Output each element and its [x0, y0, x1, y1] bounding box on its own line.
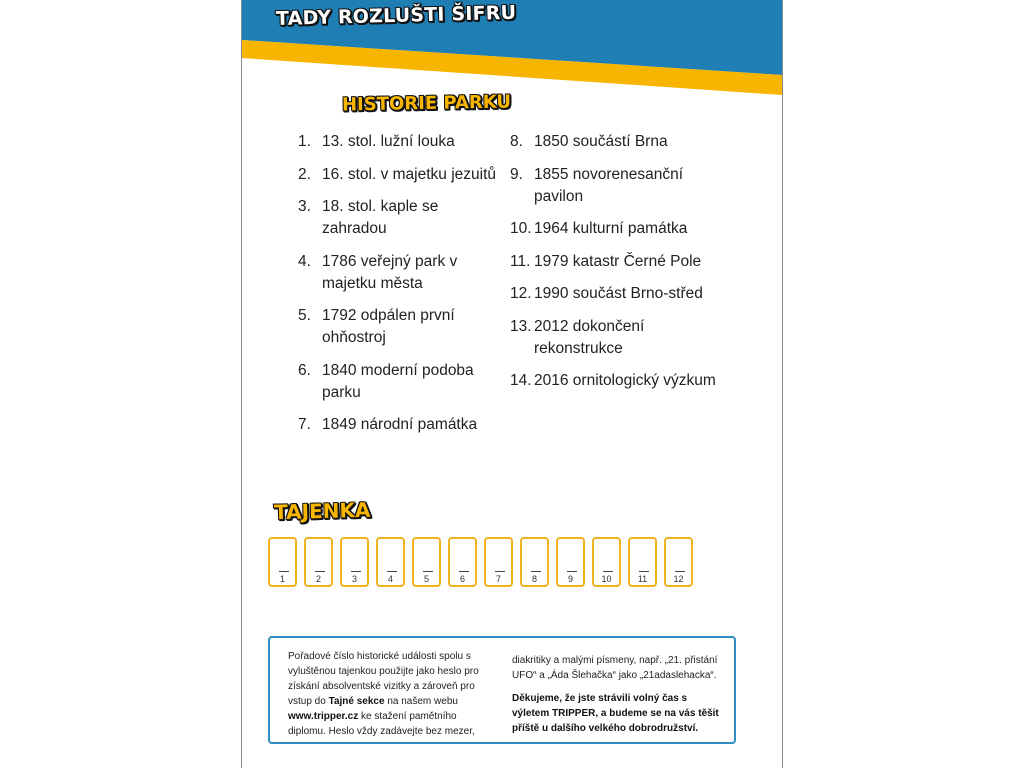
letter-line [387, 571, 397, 572]
event-number: 3. [298, 198, 311, 215]
letter-line [675, 571, 685, 572]
event-number: 2. [298, 165, 311, 183]
event-text: 16. stol. v majetku jezuitů [322, 165, 497, 183]
header-banner [242, 0, 782, 100]
letter-line [423, 571, 433, 572]
events-list-right [510, 131, 730, 403]
letter-box-number: 10 [601, 574, 612, 584]
info-text-3: ke stažení pamětního diplomu. Heslo vždy zadávejte bez mezer, [288, 711, 475, 737]
history-event [510, 131, 730, 153]
info-thanks: Děkujeme, že jste strávili volný čas s výletem TRIPPER, a budeme se na vás těšit příště u dalšího velkého dobrodružství. [512, 693, 719, 734]
letter-box-number: 11 [637, 574, 648, 584]
history-event [510, 370, 730, 392]
history-event [298, 360, 498, 404]
event-text: 1979 katastr Černé Pole [534, 252, 702, 270]
letter-box-number: 1 [279, 574, 285, 584]
letter-line [531, 571, 541, 572]
history-event [510, 164, 730, 208]
history-title: HISTORIE PARKU [341, 91, 512, 116]
letter-line [639, 571, 649, 572]
letter-box[interactable] [484, 537, 513, 587]
letter-line [567, 571, 577, 572]
event-number: 11. [510, 252, 531, 270]
letter-line [279, 571, 289, 572]
event-number: 7. [298, 416, 311, 433]
info-box [268, 636, 736, 744]
letter-box-number: 4 [387, 574, 393, 584]
letter-box[interactable] [664, 537, 693, 587]
event-text: 1792 odpálen první ohňostroj [322, 307, 455, 346]
letter-box-number: 7 [495, 574, 501, 584]
history-event [298, 251, 498, 295]
info-secret-section: Tajné sekce [328, 696, 385, 707]
event-text: 2012 dokončení rekonstrukce [534, 317, 645, 357]
event-text: 1850 součástí Brna [534, 133, 668, 150]
event-text: 13. stol. lužní louka [322, 133, 455, 150]
letter-box[interactable] [268, 537, 297, 587]
letter-box-number: 9 [567, 574, 573, 584]
letter-box[interactable] [412, 537, 441, 587]
letter-box-number: 3 [351, 574, 357, 584]
info-website: www.tripper.cz [288, 711, 359, 722]
tajenka-boxes [268, 537, 693, 587]
letter-box[interactable] [628, 537, 657, 587]
letter-line [603, 571, 613, 572]
events-list-left [298, 131, 498, 447]
banner-title: TADY ROZLUŠTI ŠIFRU [275, 1, 517, 30]
history-event [510, 218, 730, 240]
letter-line [459, 571, 469, 572]
letter-box[interactable] [376, 537, 405, 587]
event-number: 10. [510, 220, 532, 237]
event-text: 1855 novorenesanční pavilon [534, 165, 684, 205]
letter-box-number: 2 [315, 574, 321, 584]
event-text: 1990 součást Brno-střed [534, 285, 703, 302]
info-text-2: na našem webu [384, 696, 458, 707]
event-number: 8. [510, 133, 523, 150]
history-event [510, 283, 730, 305]
event-number: 4. [298, 252, 311, 270]
info-password-example: diakritiky a malými písmeny, např. „21. přistání UFO“ a „Áda Šlehačka“ jako „21adaslehacka“. [512, 655, 718, 681]
event-text: 2016 ornitologický výzkum [534, 372, 716, 389]
event-text: 1840 moderní podoba parku [322, 361, 474, 401]
event-text: 1849 národní památka [322, 416, 478, 433]
history-event [510, 251, 730, 273]
event-number: 5. [298, 307, 311, 324]
letter-box-number: 12 [673, 574, 684, 584]
event-number: 1. [298, 133, 311, 150]
letter-box-number: 5 [423, 574, 429, 584]
letter-box[interactable] [520, 537, 549, 587]
letter-box-number: 8 [531, 574, 537, 584]
event-text: 1964 kulturní památka [534, 220, 688, 237]
tajenka-title: TAJENKA [273, 497, 371, 525]
letter-box[interactable] [448, 537, 477, 587]
history-event [298, 164, 498, 186]
history-event [298, 196, 498, 240]
letter-line [315, 571, 325, 572]
info-column-2 [512, 653, 727, 744]
letter-box[interactable] [304, 537, 333, 587]
history-event [510, 316, 730, 360]
event-text: 1786 veřejný park v majetku města [322, 252, 458, 292]
event-number: 14. [510, 372, 532, 389]
event-number: 13. [510, 317, 532, 335]
letter-line [495, 571, 505, 572]
letter-box[interactable] [592, 537, 621, 587]
info-column-1 [288, 649, 493, 739]
event-text: 18. stol. kaple se zahradou [322, 198, 439, 237]
letter-box[interactable] [340, 537, 369, 587]
event-number: 6. [298, 361, 311, 379]
history-event [298, 414, 498, 436]
letter-box[interactable] [556, 537, 585, 587]
event-number: 9. [510, 165, 523, 183]
history-event [298, 305, 498, 349]
letter-line [351, 571, 361, 572]
history-event [298, 131, 498, 153]
letter-box-number: 6 [459, 574, 465, 584]
info-text-1: Pořadové číslo historické události spolu s vyluštěnou tajenkou použijte jako heslo pro získání absolventské vizitky a zároveň pro vstup do [288, 651, 479, 707]
event-number: 12. [510, 285, 532, 302]
worksheet-page [241, 0, 783, 768]
